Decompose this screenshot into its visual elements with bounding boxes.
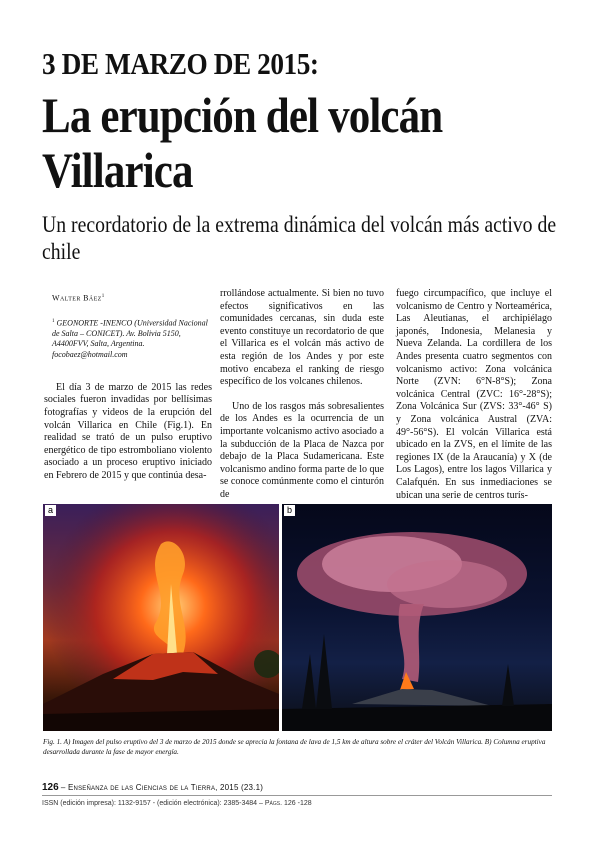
affiliation-text: GEONORTE -INENCO (Universidad Nacional de Salta – CONICET). Av. Bolivia 5150, A4400FVV, Salta, Argentina. (52, 318, 208, 349)
author-line (52, 291, 212, 305)
author-name: Walter Báez (52, 293, 102, 303)
page-number: 126 (42, 782, 59, 793)
column-3 (396, 288, 552, 502)
journal-name: – Enseñanza de las Ciencias de la Tierra, 2015 (23.1) (60, 783, 264, 792)
paragraph-col2-1: rrollándose actualmente. Si bien no tuvo efectos significativos en las comunidades cercanas, sin duda este evento constituye un recordatorio de que el Villarica es el volcán más activo de esta región de los Andes y por este motivo encabeza el ranking de riesgo específico de los volcanes chilenos. (220, 288, 384, 388)
pages-label: Págs. (264, 800, 283, 807)
lava-fountain-illustration (43, 504, 279, 731)
eruptive-column-illustration (282, 504, 552, 731)
panel-label-a: a (45, 505, 56, 516)
paragraph-col3: fuego circumpacífico, que incluye el volcanismo de Centro y Norteamérica, Las Aleutianas, el archipiélago japonés, Indonesia, Melanesia y Nueva Zelanda. La cordillera de los Andes presenta cuatro segmentos con volcanismo activo: Zona volcánica Norte (ZVN: 6°N-8°S); Zona volcánica Central (ZVC: 16°-28°S); Zona Volcánica Sur (ZVS: 33°-46° S) y Zona volcánica Austral (ZVA: 49°-56°S). El volcán Villarica está ubicado en la ZVS, en el límite de las regiones IX (de la Araucanía) y X (de Los Lagos), entre los lagos Villarica y Calafquén. En sus inmediaciones se ubican una serie de centros turís- (396, 288, 552, 501)
column-1 (44, 288, 212, 482)
author-sup: 1 (101, 294, 105, 299)
footer-divider (42, 795, 552, 796)
photo-lava-fountain (43, 504, 279, 731)
author-email[interactable]: focobaez@hotmail.com (52, 349, 128, 359)
paragraph-col2-2: Uno de los rasgos más sobresalientes de los Andes es la ocurrencia de un importante volcanismo activo asociado a la subducción de la Placa de Nazca por debajo de la Placa Sudamericana. Este volcanismo andino forma parte de lo que se conoce comúnmente como el cinturón de (220, 400, 384, 500)
pages-range: 126 -128 (283, 800, 312, 807)
affiliation (52, 317, 212, 359)
figure-1 (43, 504, 552, 731)
issn-text: ISSN (edición impresa): 1132-9157 - (edición electrónica): 2385-3484 – (42, 800, 263, 807)
kicker-date: 3 DE MARZO DE 2015: (42, 46, 319, 81)
paragraph-col1: El día 3 de marzo de 2015 las redes sociales fueron invadidas por bellísimas fotografías y videos de la erupción del volcán Villarica en Chile (Fig.1). En realidad se trató de un pulso eruptivo energético de tipo estromboliano violento asociado a un proceso eruptivo iniciado en Febrero de 2015 y que continúa desa- (44, 381, 212, 481)
footer-issn (42, 800, 312, 807)
article-subtitle: Un recordatorio de la extrema dinámica del volcán más activo de chile (42, 212, 557, 265)
affiliation-sup: 1 (52, 319, 55, 325)
photo-eruptive-column (282, 504, 552, 731)
article-title: La erupción del volcán Villarica (42, 87, 443, 198)
figure-caption: Fig. 1. A) Imagen del pulso eruptivo del 3 de marzo de 2015 donde se aprecia la fontana de lava de 1,5 km de altura sobre el cráter del Volcán Villarica. B) Columna eruptiva desarrollada durante la fase de mayor energía. (43, 738, 546, 756)
footer-page-info (42, 782, 263, 793)
column-2 (220, 288, 384, 502)
panel-label-b: b (284, 505, 295, 516)
